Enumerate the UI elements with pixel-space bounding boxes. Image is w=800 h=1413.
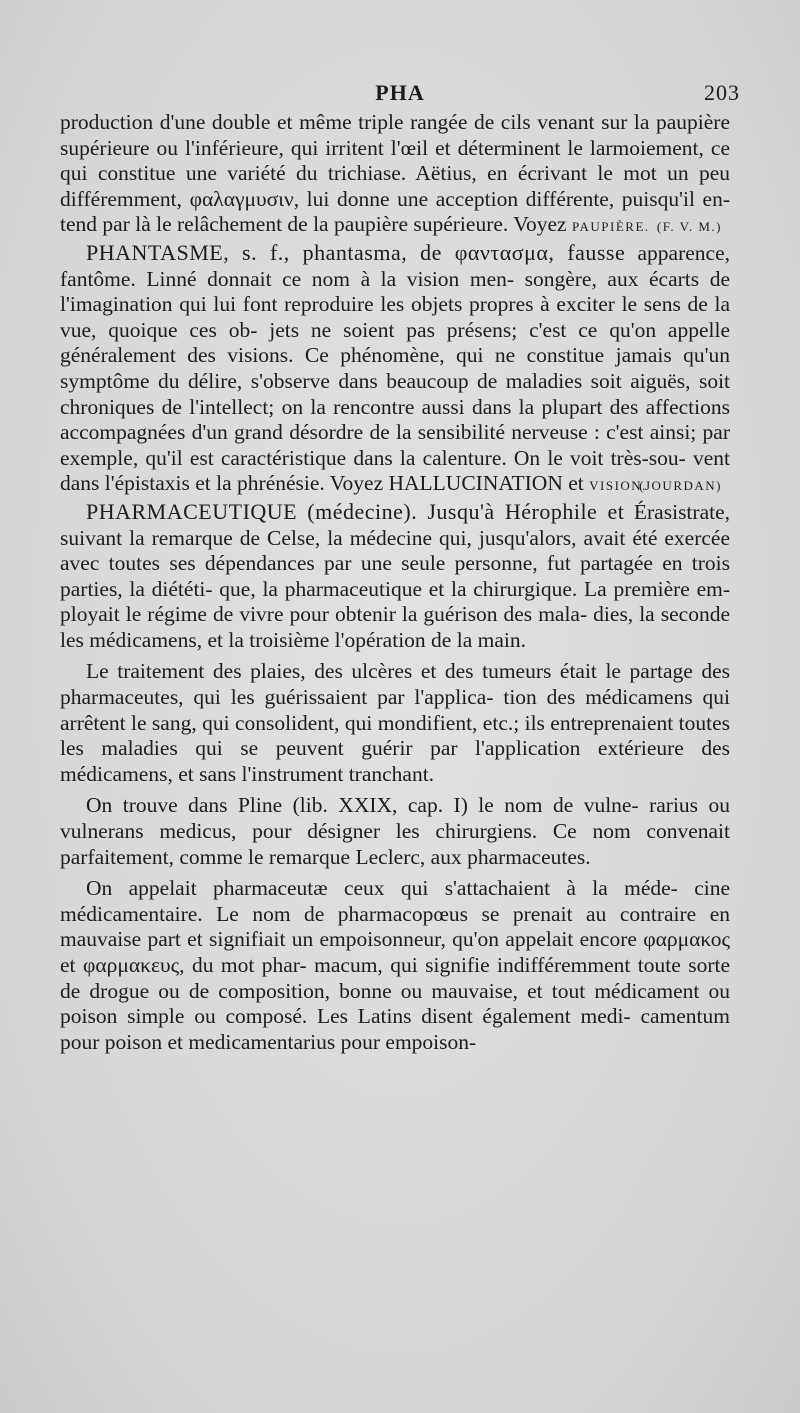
entry-heading-phantasme: PHANTASME, s. f., phantasma, de φαντασμα, fausse <box>86 239 626 265</box>
paragraph-traitement: Le traitement des plaies, des ulcères et des tumeurs était le partage des pharmaceutes, qui les guérissaient par l'applica- tion des médicamens qui arrêtent le sang, qui consolident, qui mondifient, etc.; ils entreprenaient toutes les maladies qui se peuvent guérir par l'application extérieure des médicamens, et sans l'instrument tranchant. <box>60 659 730 786</box>
signature-fvm: (F. V. M.) <box>656 219 722 235</box>
signature-jourdan: (JOURDAN) <box>639 478 722 494</box>
running-head-title: PHA <box>375 80 425 105</box>
page-number: 203 <box>704 80 740 105</box>
entry-phantasme: PHANTASME, s. f., phantasma, de φαντασμα, fausse apparence, fantôme. Linné donnait ce nom à la vision men- songère, aux écarts de l'imagination qui lui font reproduire les objets propres à exciter le sens de la vue, quoique ces ob- jets ne soient pas présens; c'est ce qu'on appelle généralement des visions. Ce phénomène, qui ne constitue jamais qu'un symptôme du délire, s'observe dans beaucoup de maladies soit aiguës, soit chroniques de l'intellect; on la rencontre aussi dans la plupart des affections accompagnées d'un grand désordre de la sensibilité nerveuse : c'est ainsi; par exemple, qu'il est caractéristique dans la calenture. On le voit très-sou- vent dans l'épistaxis et la phrénésie. Voyez HALLUCINATION et VISION. <box>60 239 731 496</box>
paragraph-trichiase-end: production d'une double et même triple rangée de cils venant sur la paupière supérieure ou l'inférieure, qui irritent l'œil et déterminent le larmoiement, ce qui constitue une variété du trichiase. Aëtius, en écrivant le mot un peu différemment, φαλαγμυσιν, lui donne une acception différente, puisqu'il en- tend par là le relâchement de la paupière supérieure. Voyez PAUPIÈRE. <box>60 110 731 237</box>
entry-pharmaceutique: PHARMACEUTIQUE (médecine). Jusqu'à Hérophile et Érasistrate, suivant la remarque de Celse, la médecine qui, jusqu'alors, avait été exercée avec toutes ses dépendances par une seule personne, fut partagée en trois parties, la diététi- que, la pharmaceutique et la chirurgique. La première em- ployait le régime de vivre pour obtenir la guérison des mala- dies, la seconde les médicamens, et la troisième l'opération de la main. <box>60 498 731 652</box>
page-body <box>60 110 730 1055</box>
running-head <box>60 80 740 110</box>
paragraph-pharmaceutae: On appelait pharmaceutæ ceux qui s'attachaient à la méde- cine médicamentaire. Le nom de pharmacopœus se prenait au contraire en mauvaise part et signifiait un empoisonneur, qu'on appelait encore φαρμακος et φαρμακευς, du mot phar- macum, qui signifie indifféremment toute sorte de drogue ou de composition, bonne ou mauvaise, et tout médicament ou poison simple ou composé. Les Latins disent également medi- camentum pour poison et medicamentarius pour empoison- <box>60 876 731 1054</box>
paragraph-pline: On trouve dans Pline (lib. XXIX, cap. I) le nom de vulne- rarius ou vulnerans medicus, pour désigner les chirurgiens. Ce nom convenait parfaitement, comme le remarque Leclerc, aux pharmaceutes. <box>60 793 730 869</box>
entry-heading-pharmaceutique: PHARMACEUTIQUE (médecine). Jusqu'à Hérophile et <box>86 498 625 524</box>
